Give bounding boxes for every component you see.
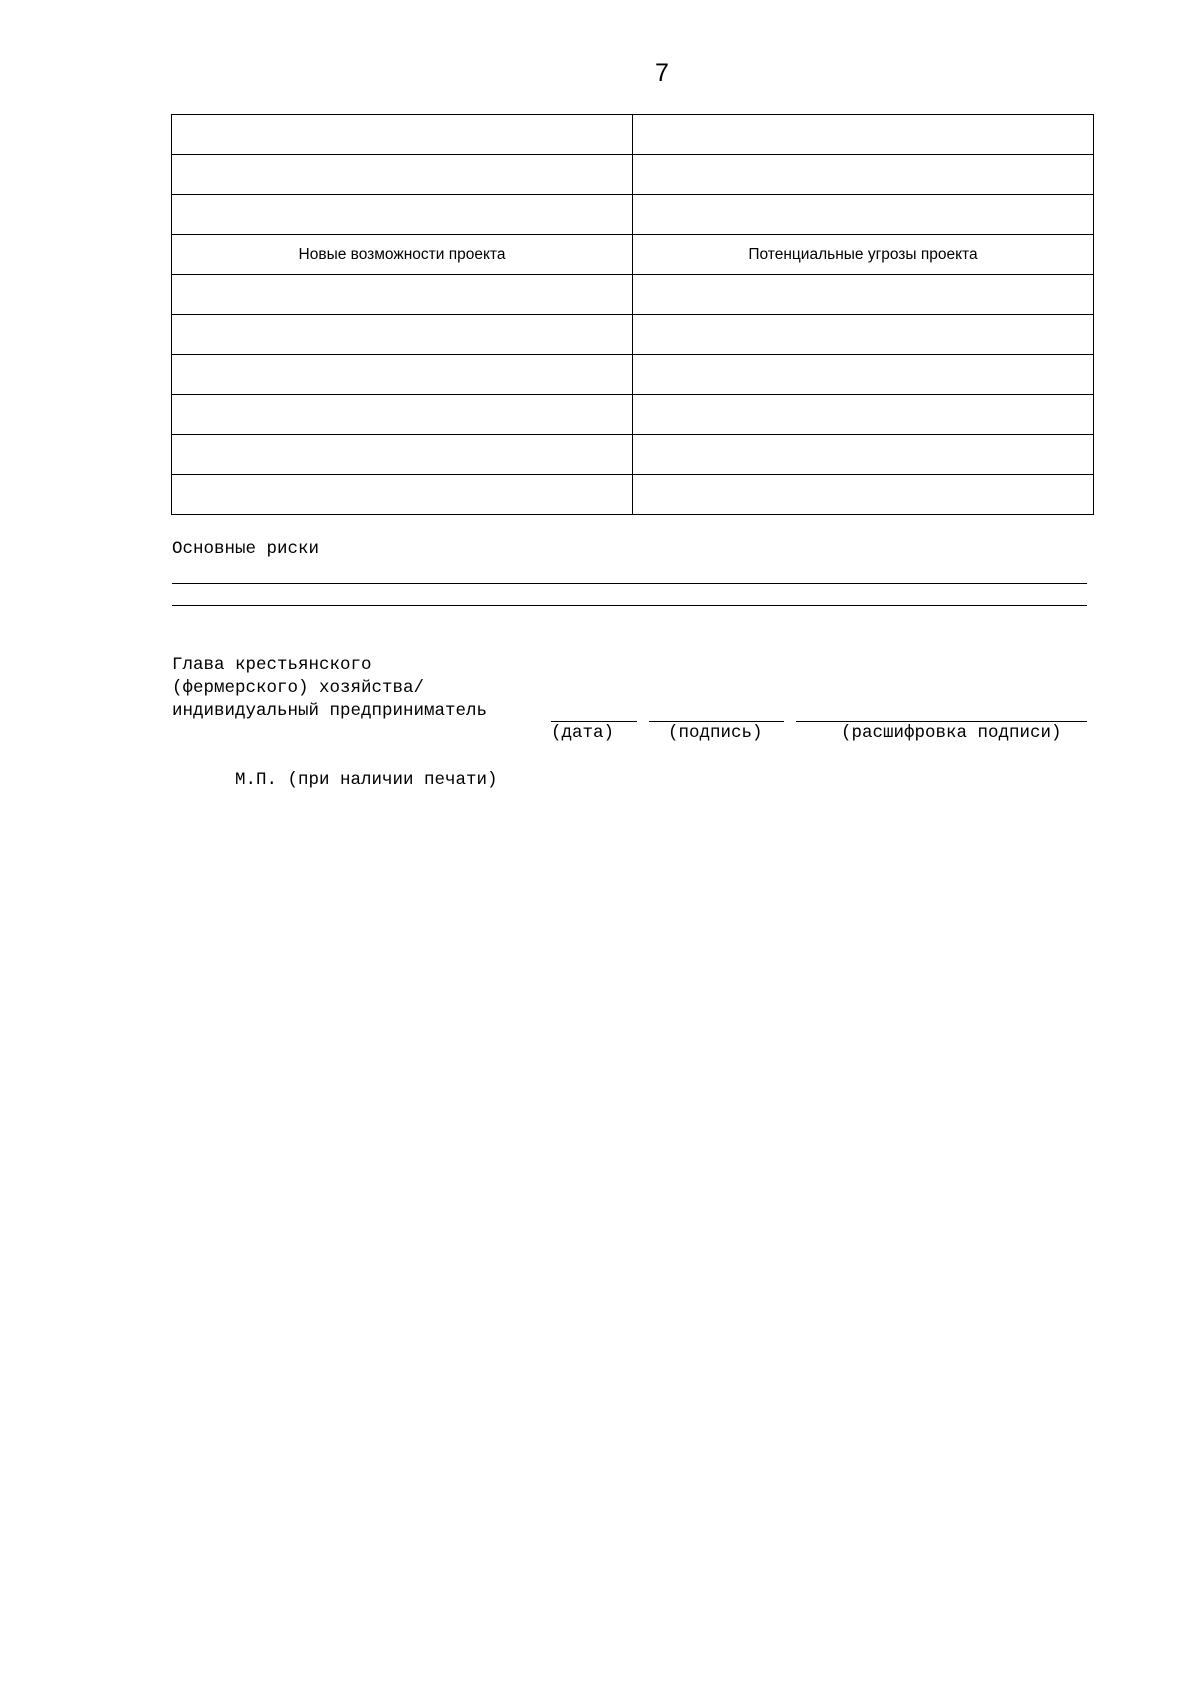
swot-table [171,114,1094,515]
table-cell [633,275,1094,315]
table-cell [172,395,633,435]
table-cell [172,315,633,355]
table-cell [633,395,1094,435]
table-row [172,115,1094,155]
risks-label: Основные риски [172,539,320,559]
signer-title-line-2: (фермерского) хозяйства/ [172,678,425,698]
table-header-row [172,235,1094,275]
table-row [172,155,1094,195]
table-cell [172,435,633,475]
table-row [172,355,1094,395]
table-cell [633,475,1094,515]
table-cell [633,155,1094,195]
table-cell [633,315,1094,355]
threats-header: Потенциальные угрозы проекта [633,235,1094,275]
opportunities-header: Новые возможности проекта [172,235,633,275]
swot-table-body [172,115,1094,515]
risks-line-1 [172,583,1087,584]
table-cell [172,115,633,155]
page-number: 7 [655,59,669,87]
table-cell [172,355,633,395]
table-row [172,195,1094,235]
table-cell [633,115,1094,155]
table-row [172,275,1094,315]
table-cell [633,435,1094,475]
signature-caption: (подпись) [668,723,763,743]
table-cell [172,475,633,515]
table-cell [172,155,633,195]
table-cell [633,355,1094,395]
table-row [172,475,1094,515]
signer-title-line-1: Глава крестьянского [172,655,372,675]
table-row [172,435,1094,475]
signer-title-line-3: индивидуальный предприниматель [172,701,488,721]
risks-line-2 [172,605,1087,606]
table-cell [633,195,1094,235]
table-row [172,315,1094,355]
table-cell [172,275,633,315]
date-caption: (дата) [551,723,615,743]
stamp-note: М.П. (при наличии печати) [235,770,498,790]
table-cell [172,195,633,235]
signature-decode-caption: (расшифровка подписи) [841,723,1062,743]
table-row [172,395,1094,435]
